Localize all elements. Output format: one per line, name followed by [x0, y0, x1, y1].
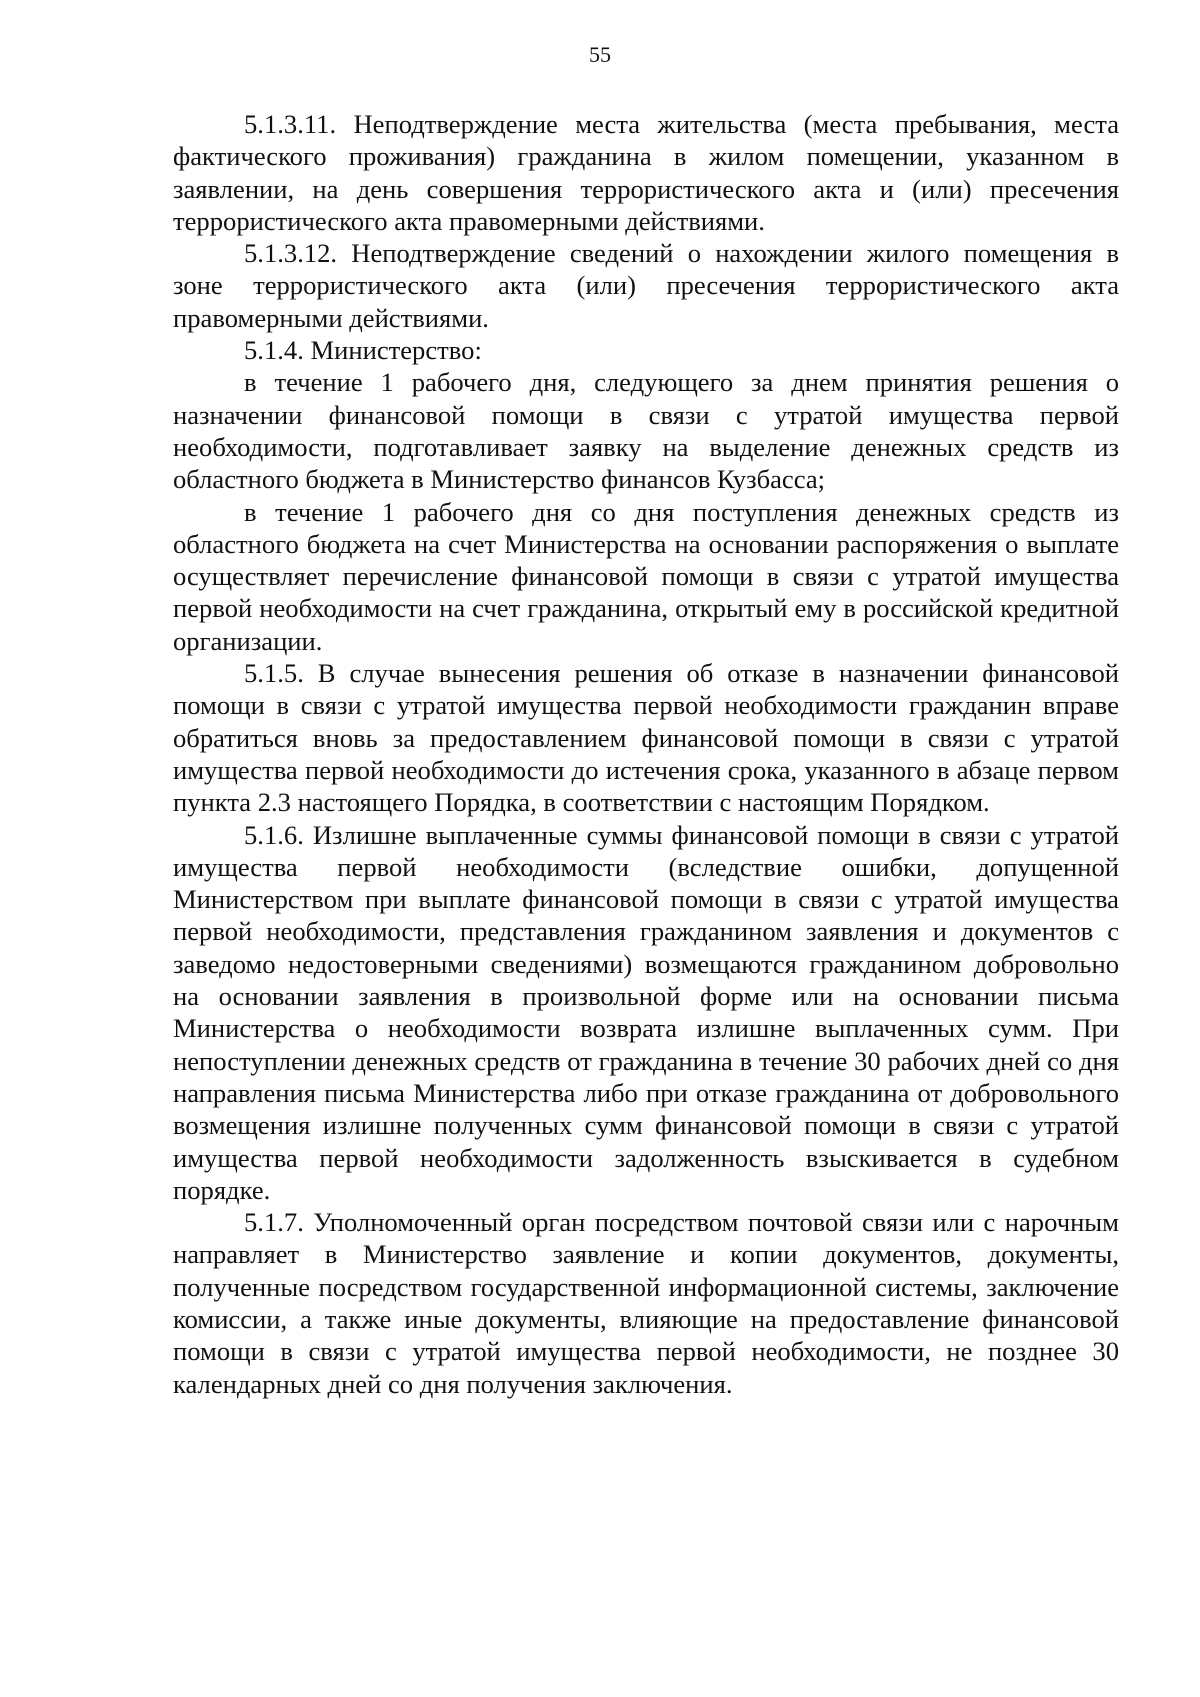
paragraph-5-1-5: 5.1.5. В случае вынесения решения об отказе в назначении финансовой помощи в связи с утратой имущества первой необходимости гражданин вправе обратиться вновь за предоставлением финансовой помощи в связи с утратой имущества первой необходимости до истечения срока, указанного в абзаце первом пункта 2.3 настоящего Порядка, в соответствии с настоящим Порядком. — [173, 658, 1119, 818]
paragraph-5-1-7: 5.1.7. Уполномоченный орган посредством почтовой связи или с нарочным направляет в Министерство заявление и копии документов, документы, полученные посредством государственной информационной системы, заключение комиссии, а также иные документы, влияющие на предоставление финансовой помощи в связи с утратой имущества первой необходимости, не позднее 30 календарных дней со дня получения заключения. — [173, 1207, 1119, 1399]
paragraph-5-1-3-12: 5.1.3.12. Неподтверждение сведений о нахождении жилого помещения в зоне террористического акта (или) пресечения террористического акта правомерными действиями. — [173, 238, 1119, 333]
page-number: 55 — [589, 42, 611, 67]
paragraph-5-1-3-11: 5.1.3.11. Неподтверждение места жительства (места пребывания, места фактического проживания) гражданина в жилом помещении, указанном в заявлении, на день совершения террористического акта и (или) пресечения террористического акта правомерными действиями. — [173, 109, 1119, 236]
document-body — [173, 108, 1119, 1400]
paragraph-5-1-6: 5.1.6. Излишне выплаченные суммы финансовой помощи в связи с утратой имущества первой необходимости (вследствие ошибки, допущенной Министерством при выплате финансовой помощи в связи с утратой имущества первой необходимости, представления гражданином заявления и документов с заведомо недостоверными сведениями) возмещаются гражданином добровольно на основании заявления в произвольной форме или на основании письма Министерства о необходимости возврата излишне выплаченных сумм. При непоступлении денежных средств от гражданина в течение 30 рабочих дней со дня направления письма Министерства либо при отказе гражданина от добровольного возмещения излишне полученных сумм финансовой помощи в связи с утратой имущества первой необходимости задолженность взыскивается в судебном порядке. — [173, 819, 1119, 1205]
paragraph-5-1-4-item-2: в течение 1 рабочего дня со дня поступления денежных средств из областного бюджета на счет Министерства на основании распоряжения о выплате осуществляет перечисление финансовой помощи в связи с утратой имущества первой необходимости на счет гражданина, открытый ему в российской кредитной организации. — [173, 496, 1119, 656]
paragraph-5-1-4-item-1: в течение 1 рабочего дня, следующего за днем принятия решения о назначении финансовой помощи в связи с утратой имущества первой необходимости, подготавливает заявку на выделение денежных средств из областного бюджета в Министерство финансов Кузбасса; — [173, 367, 1119, 495]
paragraph-5-1-4-heading: 5.1.4. Министерство: — [244, 335, 482, 366]
